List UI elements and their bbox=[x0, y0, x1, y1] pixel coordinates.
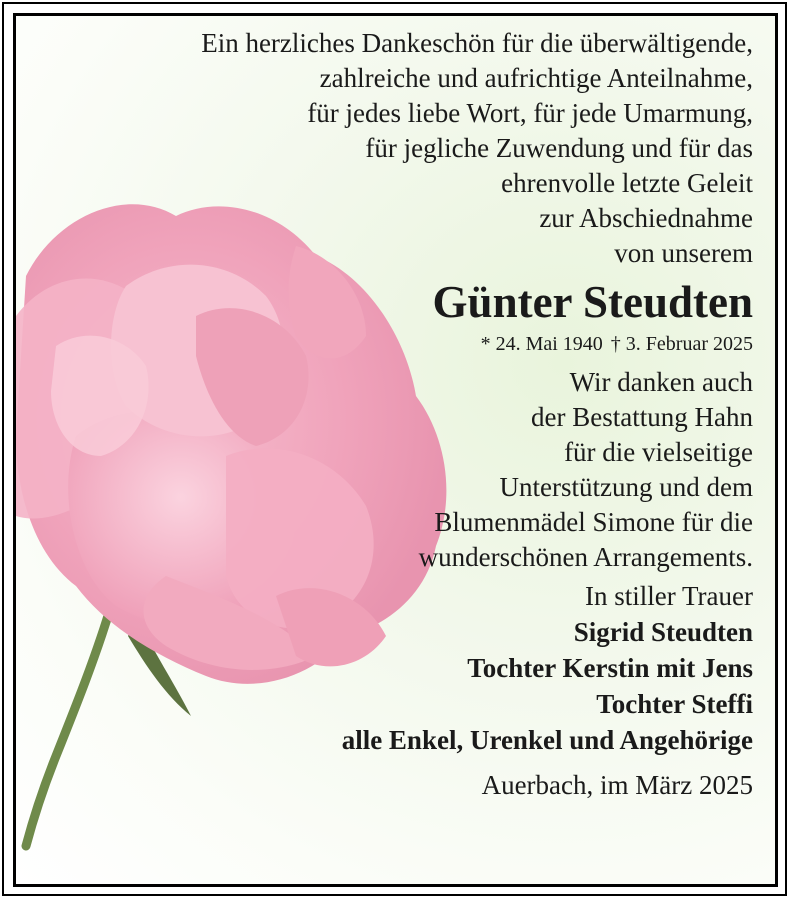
mourner-name: alle Enkel, Urenkel und Angehörige bbox=[341, 725, 753, 755]
thanks-line: Wir danken auch bbox=[569, 367, 753, 397]
deceased-name: Günter Steudten bbox=[432, 277, 753, 327]
intro-line: von unserem bbox=[614, 238, 753, 268]
intro-line: zahlreiche und aufrichtige Anteilnahme, bbox=[319, 63, 753, 93]
thanks-line: der Bestattung Hahn bbox=[531, 402, 753, 432]
mourner-name: Tochter Kerstin mit Jens bbox=[467, 653, 753, 683]
notice-text bbox=[73, 26, 753, 803]
intro-line: zur Abschiednahme bbox=[539, 203, 753, 233]
notice-card bbox=[13, 13, 778, 887]
place-date: Auerbach, im März 2025 bbox=[481, 770, 753, 800]
intro-line: für jedes liebe Wort, für jede Umarmung, bbox=[307, 98, 753, 128]
life-dates bbox=[73, 331, 753, 357]
thanks-line: wunderschönen Arrangements. bbox=[418, 542, 753, 572]
thanks-line: für die vielseitige bbox=[564, 437, 753, 467]
death-date: † 3. Februar 2025 bbox=[610, 333, 753, 355]
thanks-line: Blumenmädel Simone für die bbox=[434, 507, 753, 537]
intro-line: Ein herzliches Dankeschön für die überwältigende, bbox=[201, 28, 753, 58]
intro-line: ehrenvolle letzte Geleit bbox=[501, 168, 753, 198]
intro-line: für jegliche Zuwendung und für das bbox=[365, 133, 753, 163]
mourner-name: Tochter Steffi bbox=[596, 689, 753, 719]
thanks-line: Unterstützung und dem bbox=[499, 472, 753, 502]
mourner-name: Sigrid Steudten bbox=[573, 617, 753, 647]
outer-border bbox=[2, 2, 787, 896]
birth-date: * 24. Mai 1940 bbox=[480, 333, 603, 355]
mourning-intro: In stiller Trauer bbox=[585, 581, 753, 611]
